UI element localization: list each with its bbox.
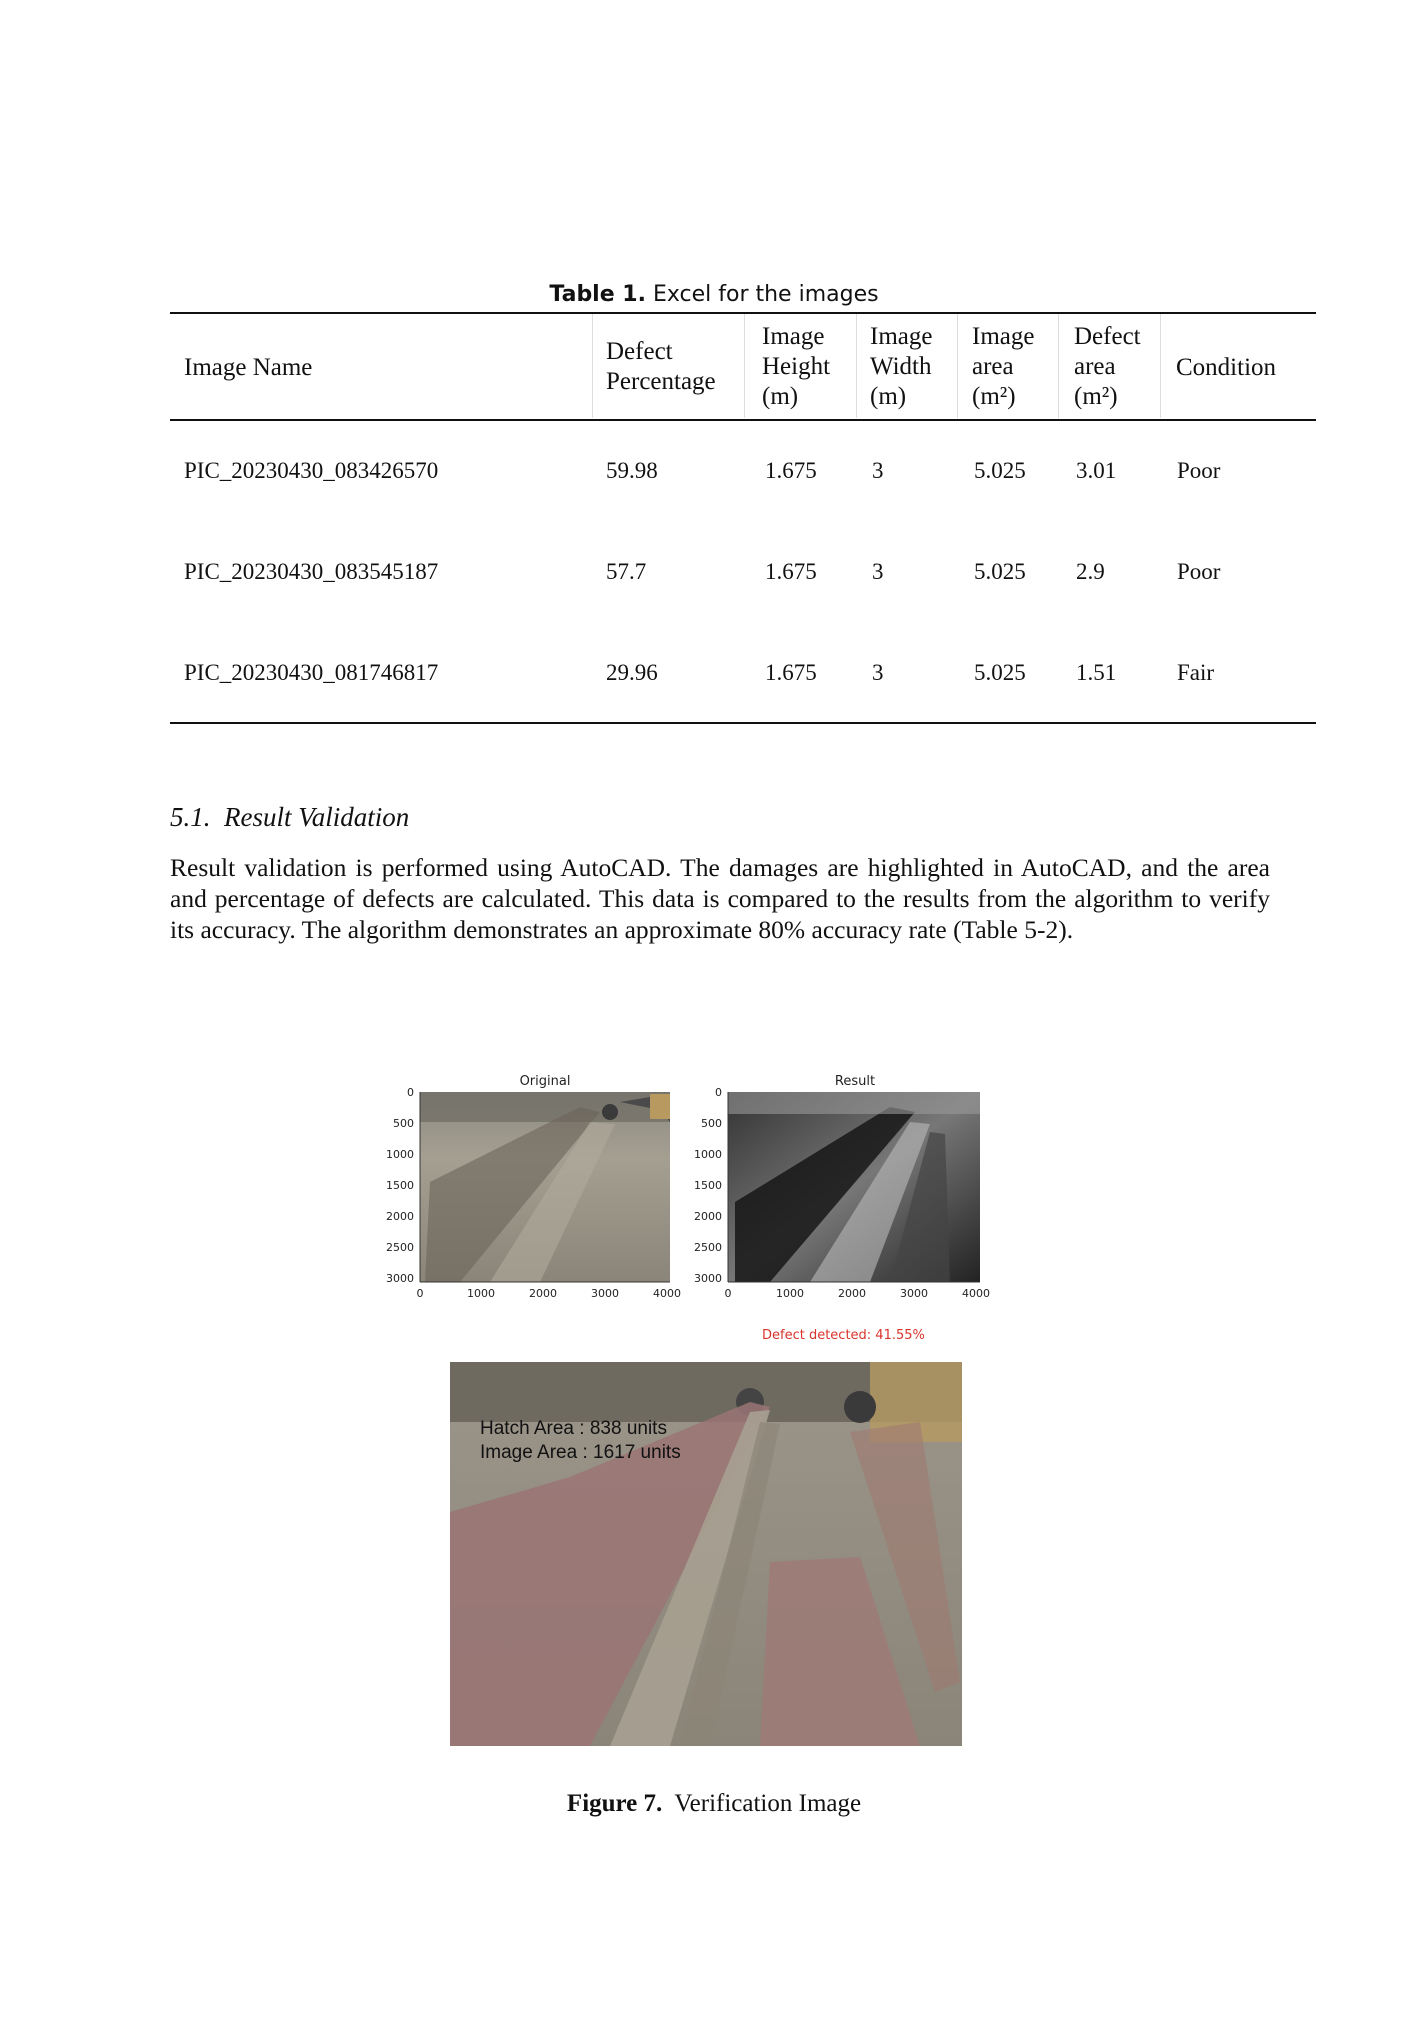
y-tick: 500 (393, 1117, 414, 1130)
header-line: Image (762, 323, 825, 350)
cell-defect-area: 3.01 (1076, 458, 1117, 483)
header-line: Defect (606, 338, 673, 365)
header-line: Image (870, 323, 933, 350)
figure-caption-label: Figure 7. (566, 1790, 663, 1817)
figure-subplots (370, 1072, 1010, 1312)
y-tick: 1000 (386, 1148, 414, 1161)
y-tick: 2000 (386, 1210, 414, 1223)
cell-image-area: 5.025 (974, 660, 1026, 685)
y-tick: 2500 (694, 1241, 722, 1254)
original-image (420, 1092, 670, 1282)
cell-image-height: 1.675 (765, 660, 817, 685)
cell-image-height: 1.675 (765, 559, 817, 584)
header-image-area (972, 322, 1034, 412)
image-area-label: Image Area : 1617 units (480, 1442, 681, 1463)
x-tick: 2000 (529, 1287, 557, 1300)
y-tick: 500 (701, 1117, 722, 1130)
cell-defect-percentage: 59.98 (606, 458, 658, 483)
y-tick: 1500 (694, 1179, 722, 1192)
panel-right-title: Result (834, 1074, 876, 1089)
header-line: Defect (1074, 323, 1141, 350)
cell-defect-percentage: 29.96 (606, 660, 658, 685)
x-tick: 1000 (467, 1287, 495, 1300)
header-line: (m²) (1074, 383, 1118, 410)
y-tick: 2500 (386, 1241, 414, 1254)
header-line: Percentage (606, 368, 716, 395)
section-number: 5.1. (170, 802, 211, 832)
table-caption (0, 282, 1428, 307)
figure-caption (0, 1790, 1428, 1818)
cell-image-area: 5.025 (974, 559, 1026, 584)
table-caption-text: Excel for the images (645, 282, 879, 307)
cell-image-height: 1.675 (765, 458, 817, 483)
defect-detected-text: Defect detected: 41.55% (762, 1328, 925, 1343)
y-tick: 1500 (386, 1179, 414, 1192)
table-caption-label: Table 1. (549, 282, 646, 307)
header-line: Image (972, 323, 1035, 350)
x-tick: 0 (416, 1287, 424, 1300)
cell-image-width: 3 (872, 660, 884, 685)
col-sep (856, 314, 857, 418)
table-bottom-rule (170, 722, 1316, 724)
x-tick: 0 (724, 1287, 732, 1300)
y-tick: 0 (407, 1086, 414, 1099)
cell-image-width: 3 (872, 458, 884, 483)
cell-condition: Poor (1177, 559, 1221, 584)
x-tick: 4000 (962, 1287, 990, 1300)
header-defect-percentage (606, 337, 716, 397)
cell-image-name: PIC_20230430_081746817 (184, 660, 439, 685)
header-image-height (762, 322, 830, 412)
defect-detected-label (760, 1324, 980, 1346)
cell-image-name: PIC_20230430_083426570 (184, 458, 439, 483)
section-title: Result Validation (224, 802, 410, 832)
cell-defect-percentage: 57.7 (606, 559, 647, 584)
section-heading (170, 802, 409, 833)
cell-image-width: 3 (872, 559, 884, 584)
col-sep (1058, 314, 1059, 418)
y-tick: 2000 (694, 1210, 722, 1223)
cell-defect-area: 2.9 (1076, 559, 1105, 584)
x-tick: 2000 (838, 1287, 866, 1300)
y-tick: 3000 (386, 1272, 414, 1285)
y-tick: 3000 (694, 1272, 722, 1285)
x-tick: 1000 (776, 1287, 804, 1300)
cell-image-name: PIC_20230430_083545187 (184, 559, 439, 584)
header-condition: Condition (1176, 354, 1277, 381)
section-paragraph: Result validation is performed using AutoCAD. The damages are highlighted in AutoCAD, and the area and percentage of defects are calculated. This data is compared to the results from the algorithm to verify its accuracy. The algorithm demonstrates an approximate 80% accuracy rate (Table 5-2). (170, 853, 1270, 944)
table-top-rule (170, 312, 1316, 314)
x-tick: 4000 (653, 1287, 681, 1300)
header-line: area (972, 353, 1014, 380)
cell-image-area: 5.025 (974, 458, 1026, 483)
header-line: Width (870, 353, 932, 380)
cell-condition: Fair (1177, 660, 1215, 685)
col-sep (1160, 314, 1161, 418)
cell-defect-area: 1.51 (1076, 660, 1117, 685)
table-header-rule (170, 419, 1316, 421)
x-tick: 3000 (900, 1287, 928, 1300)
header-defect-area (1074, 322, 1141, 412)
y-tick: 0 (715, 1086, 722, 1099)
result-image (728, 1092, 980, 1282)
hatch-area-label: Hatch Area : 838 units (480, 1418, 667, 1439)
cell-condition: Poor (1177, 458, 1221, 483)
verification-photo (450, 1362, 962, 1746)
header-line: area (1074, 353, 1116, 380)
panel-left-title: Original (519, 1074, 571, 1089)
header-line: (m) (870, 383, 907, 410)
figure-caption-text: Verification Image (674, 1790, 862, 1817)
col-sep (744, 314, 745, 418)
header-image-width (870, 322, 932, 412)
header-line: (m) (762, 383, 799, 410)
header-line: Height (762, 353, 831, 380)
y-tick: 1000 (694, 1148, 722, 1161)
x-tick: 3000 (591, 1287, 619, 1300)
col-sep (592, 314, 593, 418)
header-line: (m²) (972, 383, 1016, 410)
header-image-name: Image Name (184, 354, 313, 381)
col-sep (957, 314, 958, 418)
